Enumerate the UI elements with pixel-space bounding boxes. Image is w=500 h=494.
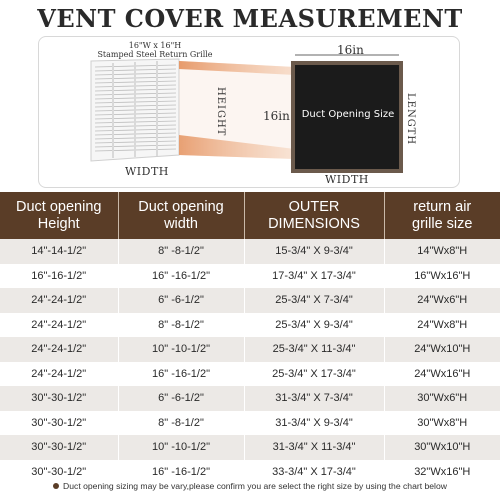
table-cell: 15-3/4" X 9-3/4": [244, 239, 384, 264]
table-cell: 30"-30-1/2": [0, 435, 118, 460]
table-row: [0, 313, 500, 338]
table-row: [0, 288, 500, 313]
header-grille-size: return air grille size: [384, 192, 500, 239]
grille-shape: [91, 59, 179, 161]
table-cell: 31-3/4" X 7-3/4": [244, 386, 384, 411]
header-duct-height: Duct opening Height: [0, 192, 118, 239]
height-label: HEIGHT: [215, 87, 226, 137]
table-cell: 16"Wx16"H: [384, 264, 500, 289]
table-cell: 24"-24-1/2": [0, 288, 118, 313]
table-cell: 8" -8-1/2": [118, 313, 244, 338]
table-cell: 25-3/4" X 7-3/4": [244, 288, 384, 313]
size-chart: [0, 192, 500, 484]
table-cell: 25-3/4" X 17-3/4": [244, 362, 384, 387]
table-cell: 31-3/4" X 11-3/4": [244, 435, 384, 460]
table-cell: 16" -16-1/2": [118, 362, 244, 387]
table-cell: 30"-30-1/2": [0, 411, 118, 436]
table-cell: 25-3/4" X 9-3/4": [244, 313, 384, 338]
table-cell: 25-3/4" X 11-3/4": [244, 337, 384, 362]
table-cell: 10" -10-1/2": [118, 435, 244, 460]
duct-opening-label: Duct Opening Size: [301, 109, 395, 120]
bullet-icon: [53, 483, 59, 489]
table-header-row: [0, 192, 500, 239]
footnote-text: Duct opening sizing may be vary,please confirm you are select the right size by using the chart below: [63, 481, 447, 491]
page-title: VENT COVER MEASUREMENT: [37, 4, 463, 33]
grille-caption: [85, 41, 225, 59]
table-cell: 30"Wx10"H: [384, 435, 500, 460]
table-row: [0, 337, 500, 362]
table-cell: 30"-30-1/2": [0, 460, 118, 485]
length-label: LENGTH: [405, 93, 416, 146]
header-outer-dimensions: OUTER DIMENSIONS: [244, 192, 384, 239]
table-cell: 24"Wx16"H: [384, 362, 500, 387]
table-row: [0, 386, 500, 411]
table-cell: 8" -8-1/2": [118, 239, 244, 264]
table-row: [0, 362, 500, 387]
measurement-diagram: [38, 36, 460, 188]
table-cell: 24"Wx8"H: [384, 313, 500, 338]
table-cell: 8" -8-1/2": [118, 411, 244, 436]
table-cell: 6" -6-1/2": [118, 288, 244, 313]
table-body: [0, 239, 500, 484]
table-cell: 10" -10-1/2": [118, 337, 244, 362]
table-cell: 24"-24-1/2": [0, 313, 118, 338]
table-cell: 6" -6-1/2": [118, 386, 244, 411]
table-cell: 33-3/4" X 17-3/4": [244, 460, 384, 485]
grille-type-text: Stamped Steel Return Grille: [97, 50, 213, 59]
table-cell: 14"-14-1/2": [0, 239, 118, 264]
table-cell: 30"Wx8"H: [384, 411, 500, 436]
table-row: [0, 411, 500, 436]
header-duct-width: Duct opening width: [118, 192, 244, 239]
table-cell: 24"Wx10"H: [384, 337, 500, 362]
grille-size-text: 16"W x 16"H: [128, 41, 182, 50]
table-cell: 24"Wx6"H: [384, 288, 500, 313]
table-cell: 24"-24-1/2": [0, 337, 118, 362]
table-cell: 16" -16-1/2": [118, 460, 244, 485]
table-cell: 17-3/4" X 17-3/4": [244, 264, 384, 289]
table-cell: 31-3/4" X 9-3/4": [244, 411, 384, 436]
table-cell: 16" -16-1/2": [118, 264, 244, 289]
table-row: [0, 239, 500, 264]
table-cell: 30"Wx6"H: [384, 386, 500, 411]
width-label-left: WIDTH: [125, 165, 169, 178]
table-cell: 32"Wx16"H: [384, 460, 500, 485]
table-row: [0, 435, 500, 460]
table-row: [0, 264, 500, 289]
duct-width-dimension: 16in: [337, 43, 364, 57]
size-table: [0, 192, 500, 484]
footnote: [0, 478, 500, 494]
table-cell: 16"-16-1/2": [0, 264, 118, 289]
width-label-right: WIDTH: [325, 173, 369, 186]
duct-height-dimension: 16in: [263, 109, 290, 123]
table-cell: 14"Wx8"H: [384, 239, 500, 264]
table-cell: 30"-30-1/2": [0, 386, 118, 411]
table-cell: 24"-24-1/2": [0, 362, 118, 387]
